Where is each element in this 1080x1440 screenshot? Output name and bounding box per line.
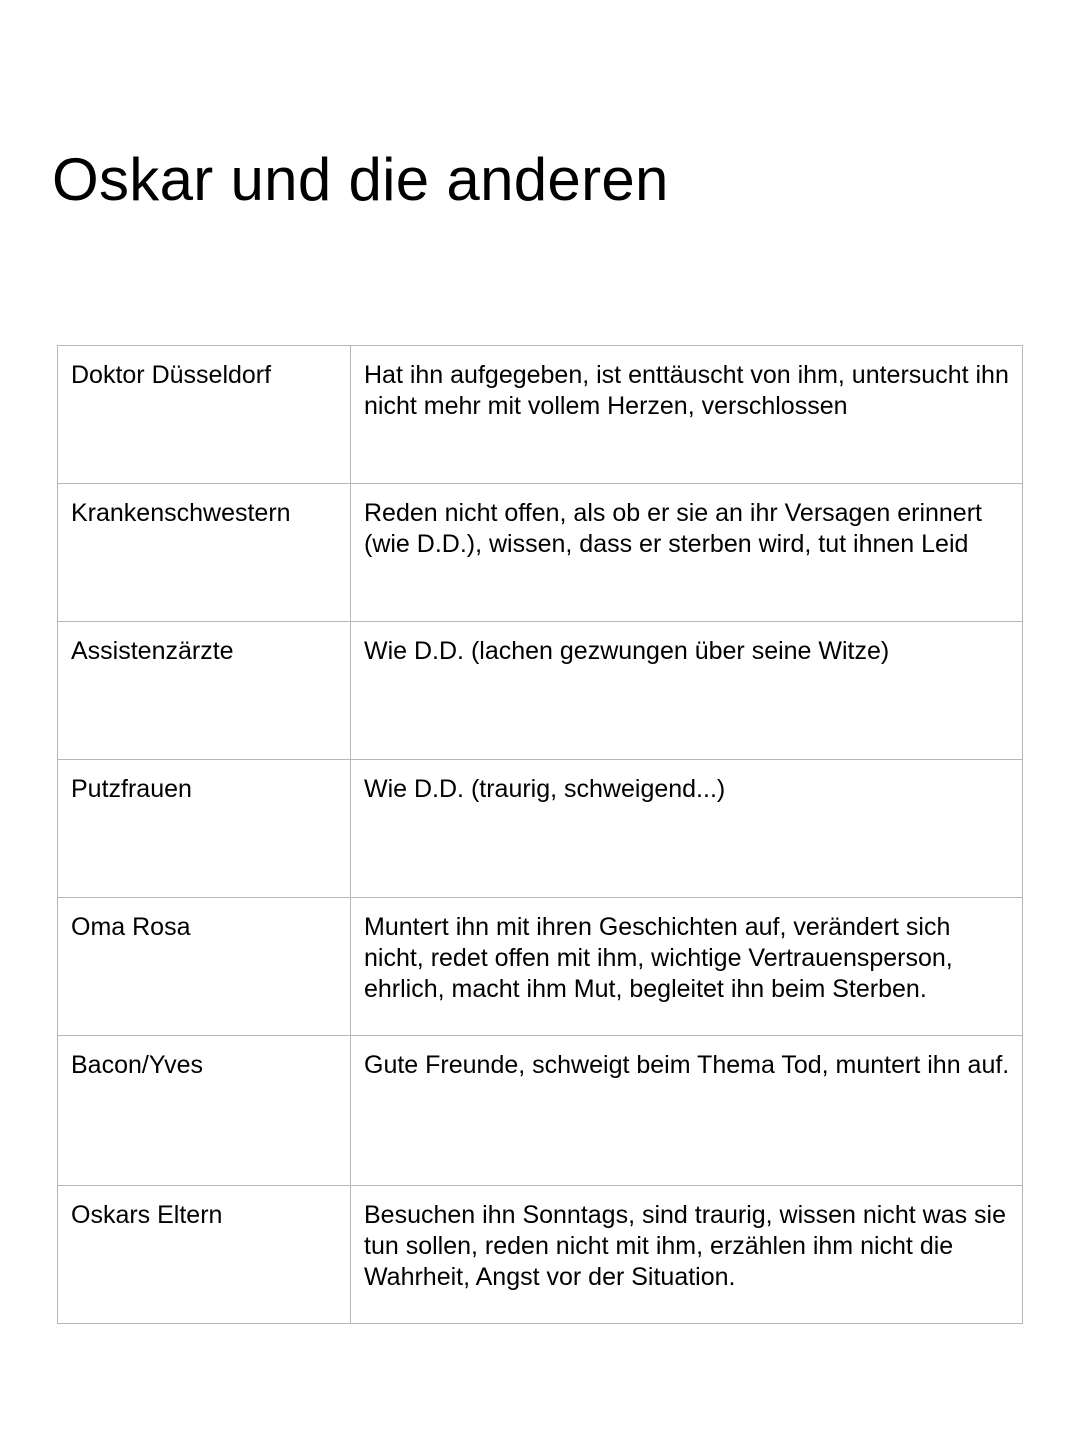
table-row <box>58 1186 1023 1324</box>
characters-table <box>57 345 1023 1324</box>
character-name: Assistenzärzte <box>58 622 351 760</box>
table-row <box>58 760 1023 898</box>
character-name: Bacon/Yves <box>58 1036 351 1186</box>
table-row <box>58 898 1023 1036</box>
character-description: Besuchen ihn Sonntags, sind traurig, wissen nicht was sie tun sollen, reden nicht mit ihm, erzählen ihm nicht die Wahrheit, Angst vor der Situation. <box>351 1186 1023 1324</box>
table-row <box>58 1036 1023 1186</box>
character-name: Oskars Eltern <box>58 1186 351 1324</box>
character-description: Wie D.D. (traurig, schweigend...) <box>351 760 1023 898</box>
character-description: Gute Freunde, schweigt beim Thema Tod, muntert ihn auf. <box>351 1036 1023 1186</box>
table-row <box>58 346 1023 484</box>
character-name: Krankenschwestern <box>58 484 351 622</box>
character-name: Putzfrauen <box>58 760 351 898</box>
table-row <box>58 622 1023 760</box>
character-description: Muntert ihn mit ihren Geschichten auf, verändert sich nicht, redet offen mit ihm, wichtige Vertrauensperson, ehrlich, macht ihm Mut, begleitet ihn beim Sterben. <box>351 898 1023 1036</box>
character-name: Doktor Düsseldorf <box>58 346 351 484</box>
page-title: Oskar und die anderen <box>52 146 669 213</box>
table-row <box>58 484 1023 622</box>
character-description: Wie D.D. (lachen gezwungen über seine Witze) <box>351 622 1023 760</box>
character-description: Reden nicht offen, als ob er sie an ihr Versagen erinnert (wie D.D.), wissen, dass er sterben wird, tut ihnen Leid <box>351 484 1023 622</box>
character-name: Oma Rosa <box>58 898 351 1036</box>
character-description: Hat ihn aufgegeben, ist enttäuscht von ihm, untersucht ihn nicht mehr mit vollem Herzen, verschlossen <box>351 346 1023 484</box>
